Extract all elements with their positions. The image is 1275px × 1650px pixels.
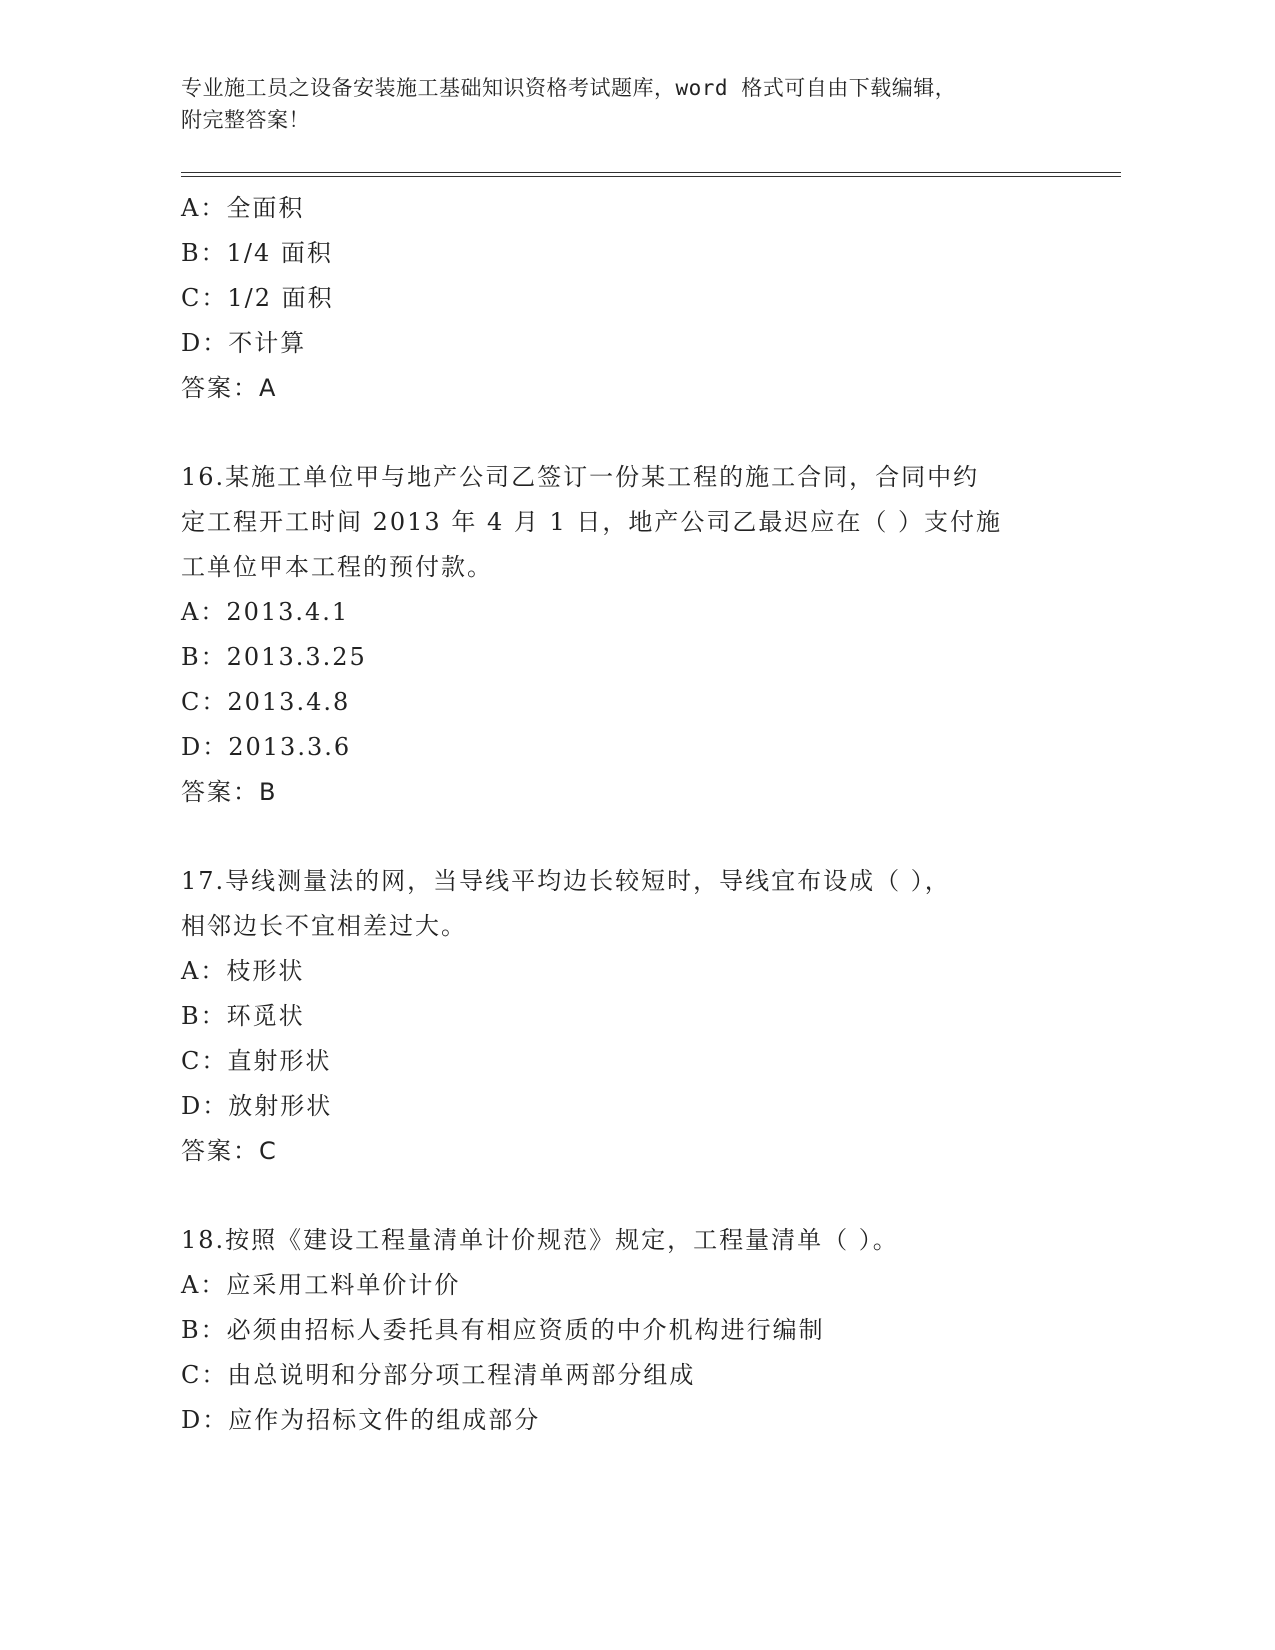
question-stem-line: 相邻边长不宜相差过大。	[181, 912, 467, 940]
option-a: A：全面积	[181, 194, 305, 222]
question-stem	[181, 859, 1121, 949]
option-b: B：环觅状	[181, 1002, 305, 1030]
option-a: A：2013.4.1	[181, 598, 350, 626]
question-16	[181, 455, 1121, 815]
question-list	[181, 186, 1121, 1443]
question-stem-line: 18.按照《建设工程量清单计价规范》规定，工程量清单（ ）。	[181, 1226, 899, 1254]
question-stem	[181, 1218, 1121, 1263]
question-stem-line: 16.某施工单位甲与地产公司乙签订一份某工程的施工合同，合同中约	[181, 463, 980, 491]
header-divider	[181, 172, 1121, 177]
option-d: D：应作为招标文件的组成部分	[181, 1406, 541, 1434]
option-b: B：1/4 面积	[181, 239, 333, 267]
option-d: D：2013.3.6	[181, 733, 352, 761]
option-a: A：应采用工料单价计价	[181, 1271, 461, 1299]
spacer	[181, 411, 1121, 455]
header-line-2: 附完整答案！	[181, 108, 310, 132]
question-18	[181, 1218, 1121, 1443]
option-d: D：不计算	[181, 329, 307, 357]
option-b: B：2013.3.25	[181, 643, 367, 671]
answer: 答案：A	[181, 374, 278, 402]
question-17	[181, 859, 1121, 1174]
question-15	[181, 186, 1121, 411]
header-line-1: 专业施工员之设备安装施工基础知识资格考试题库，word 格式可自由下载编辑，	[181, 76, 957, 100]
spacer	[181, 815, 1121, 859]
option-a: A：枝形状	[181, 957, 305, 985]
option-b: B：必须由招标人委托具有相应资质的中介机构进行编制	[181, 1316, 825, 1344]
option-c: C：直射形状	[181, 1047, 332, 1075]
answer: 答案：B	[181, 778, 278, 806]
option-c: C：由总说明和分部分项工程清单两部分组成	[181, 1361, 696, 1389]
question-stem-line: 定工程开工时间 2013 年 4 月 1 日，地产公司乙最迟应在（ ）支付施	[181, 508, 1003, 536]
answer: 答案：C	[181, 1137, 278, 1165]
question-stem	[181, 455, 1121, 590]
question-stem-line: 工单位甲本工程的预付款。	[181, 553, 493, 581]
option-c: C：2013.4.8	[181, 688, 351, 716]
spacer	[181, 1174, 1121, 1218]
option-c: C：1/2 面积	[181, 284, 334, 312]
document-header	[181, 72, 1121, 136]
option-d: D：放射形状	[181, 1092, 333, 1120]
question-stem-line: 17.导线测量法的网，当导线平均边长较短时，导线宜布设成（ ），	[181, 867, 951, 895]
